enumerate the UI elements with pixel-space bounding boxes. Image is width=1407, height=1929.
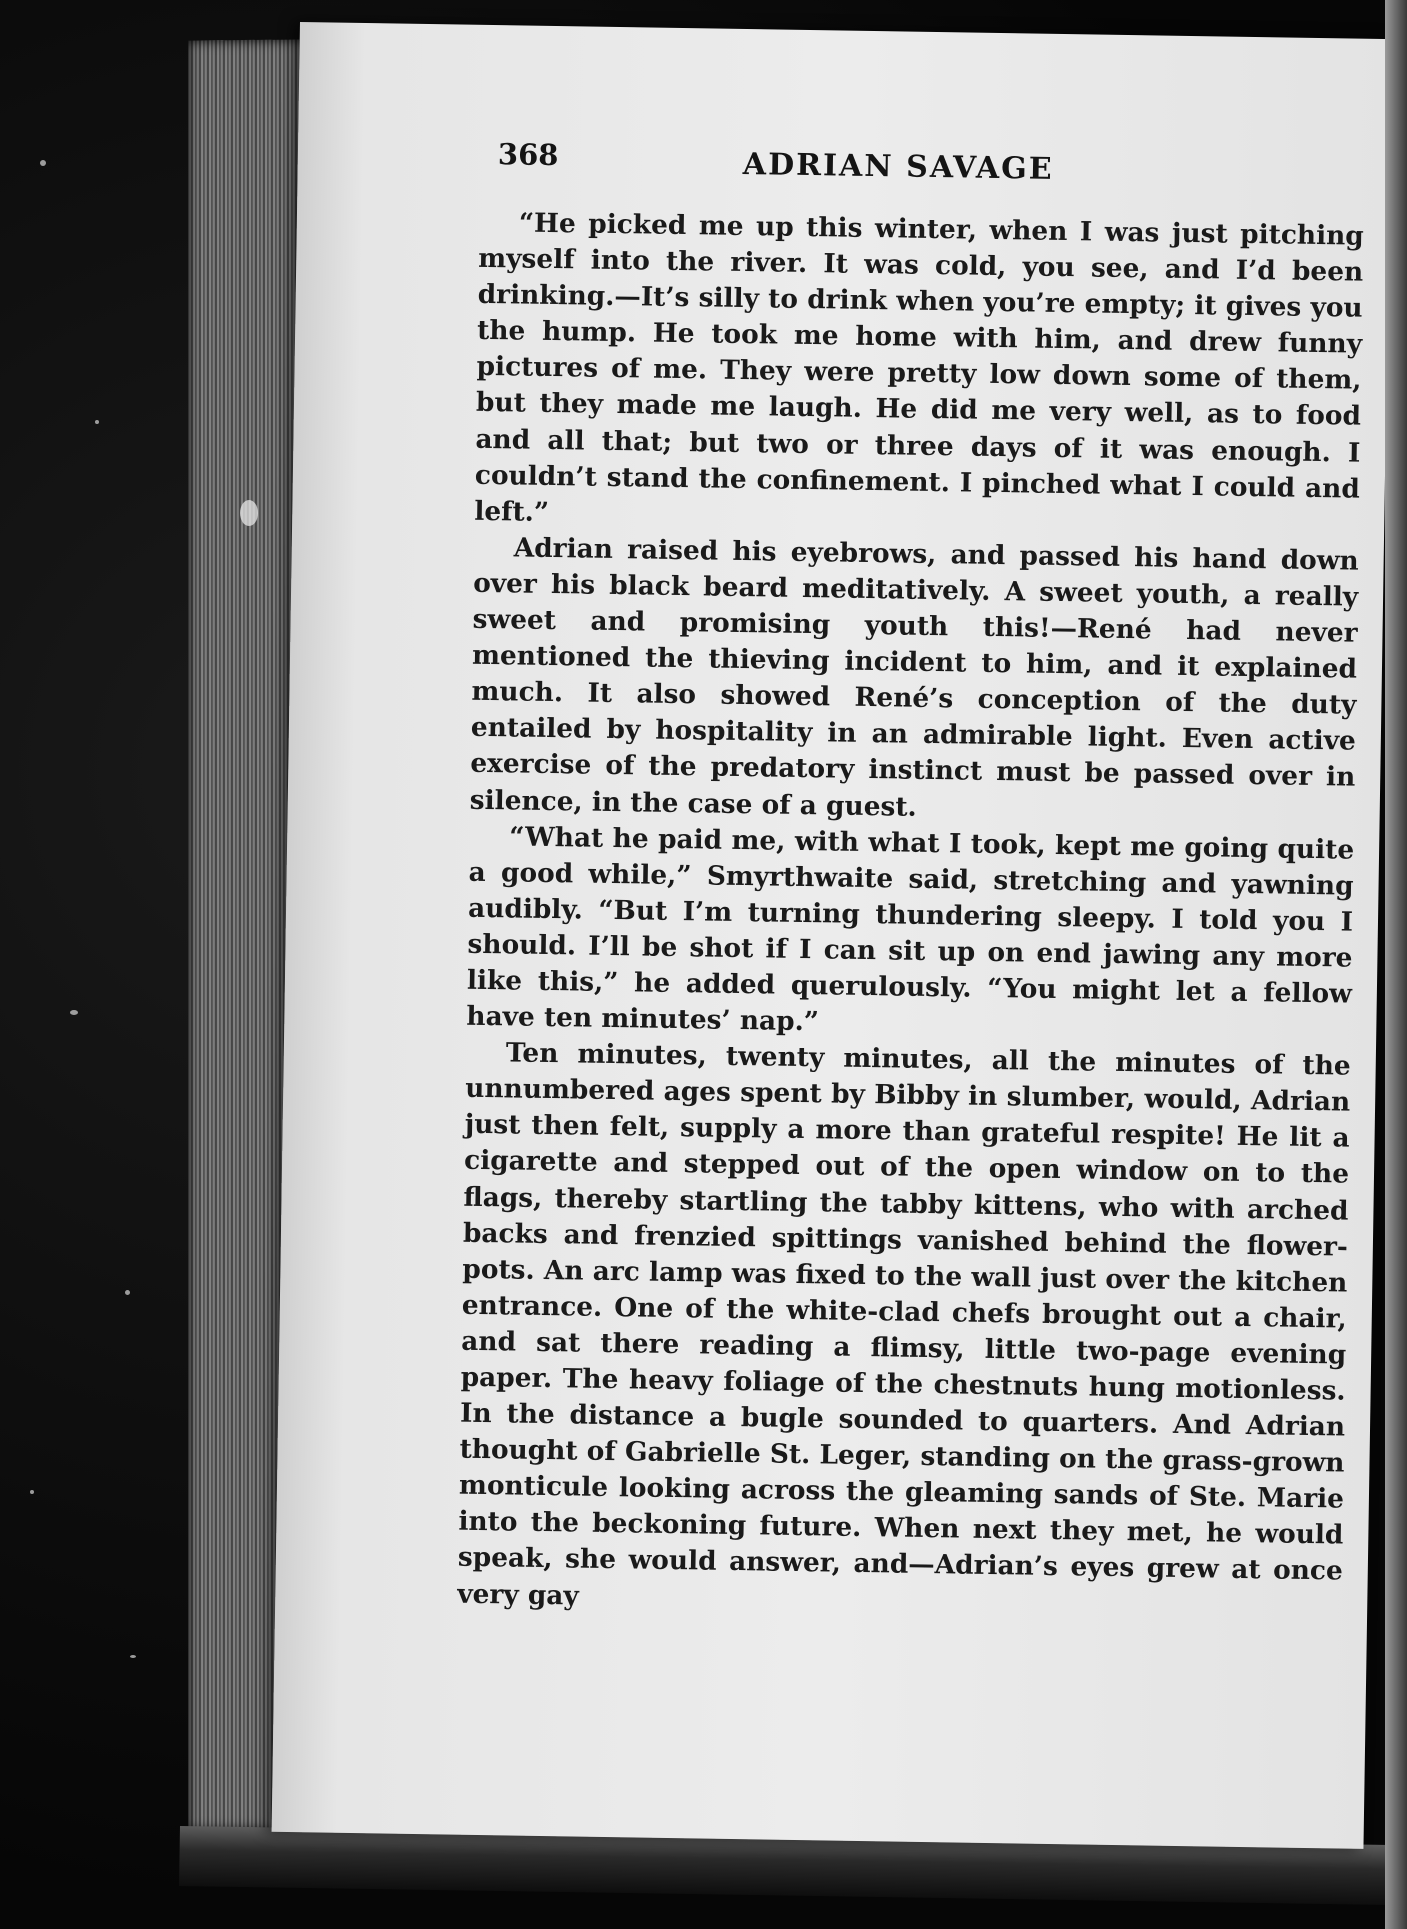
paragraph: Ten minutes, twenty minutes, all the minutes of the unnumbered ages spent by Bibby in slumber, would, Adrian just then felt, supply a more than grateful respite! He lit a cigarette and stepped out of the open window on to the flags, thereby startling the tabby kittens, who with arched backs and frenzied spittings vanished behind the flower-pots. An arc lamp was fixed to the wall just over the kitchen entrance. One of the white-clad chefs brought out a chair, and sat there reading a flimsy, little two-page evening paper. The heavy foliage of the chestnuts hung motionless. In the distance a bugle sounded to quarters. And Adrian thought of Gabrielle St. Leger, standing on the grass-grown monticule looking across the gleaming sands of Ste. Marie into the beckoning future. When next they met, he would speak, she would answer, and—Adrian’s eyes grew at once very gay <box>457 1037 1351 1612</box>
paragraph: “He picked me up this winter, when I was just pitching myself into the river. It was cold, you see, and I’d been drinking.—It’s silly to drink when you’re empty; it gives you the hump. He took me home with him, and drew funny pictures of me. They were pretty low down some of them, but they made me laugh. He did me very well, as to food and all that; but two or three days of it was enough. I couldn’t stand the confinement. I pinched what I could and left.” <box>474 207 1365 528</box>
body-text <box>457 205 1364 1626</box>
paragraph: Adrian raised his eyebrows, and passed his hand down over his black beard meditatively. A sweet youth, a really sweet and promising youth this!—René had never mentioned the thieving incident to him, and it explained much. It also showed René’s conception of the duty entailed by hospitality in an admirable light. Even active exercise of the predatory instinct must be passed over in silence, in the case of a guest. <box>469 532 1359 823</box>
page-number: 368 <box>497 137 559 173</box>
book-page <box>272 22 1392 1849</box>
running-title: ADRIAN SAVAGE <box>742 146 1054 187</box>
paragraph: “What he paid me, with what I took, kept me going quite a good while,” Smyrthwaite said, stretching and yawning audibly. “But I’m turning thundering sleepy. I told you I should. I’ll be shot if I can sit up on end jawing any more like this,” he added querulously. “You might let a fellow have ten minutes’ nap.” <box>466 820 1355 1038</box>
facing-page-edge <box>1385 0 1407 1929</box>
running-head <box>497 137 1298 210</box>
